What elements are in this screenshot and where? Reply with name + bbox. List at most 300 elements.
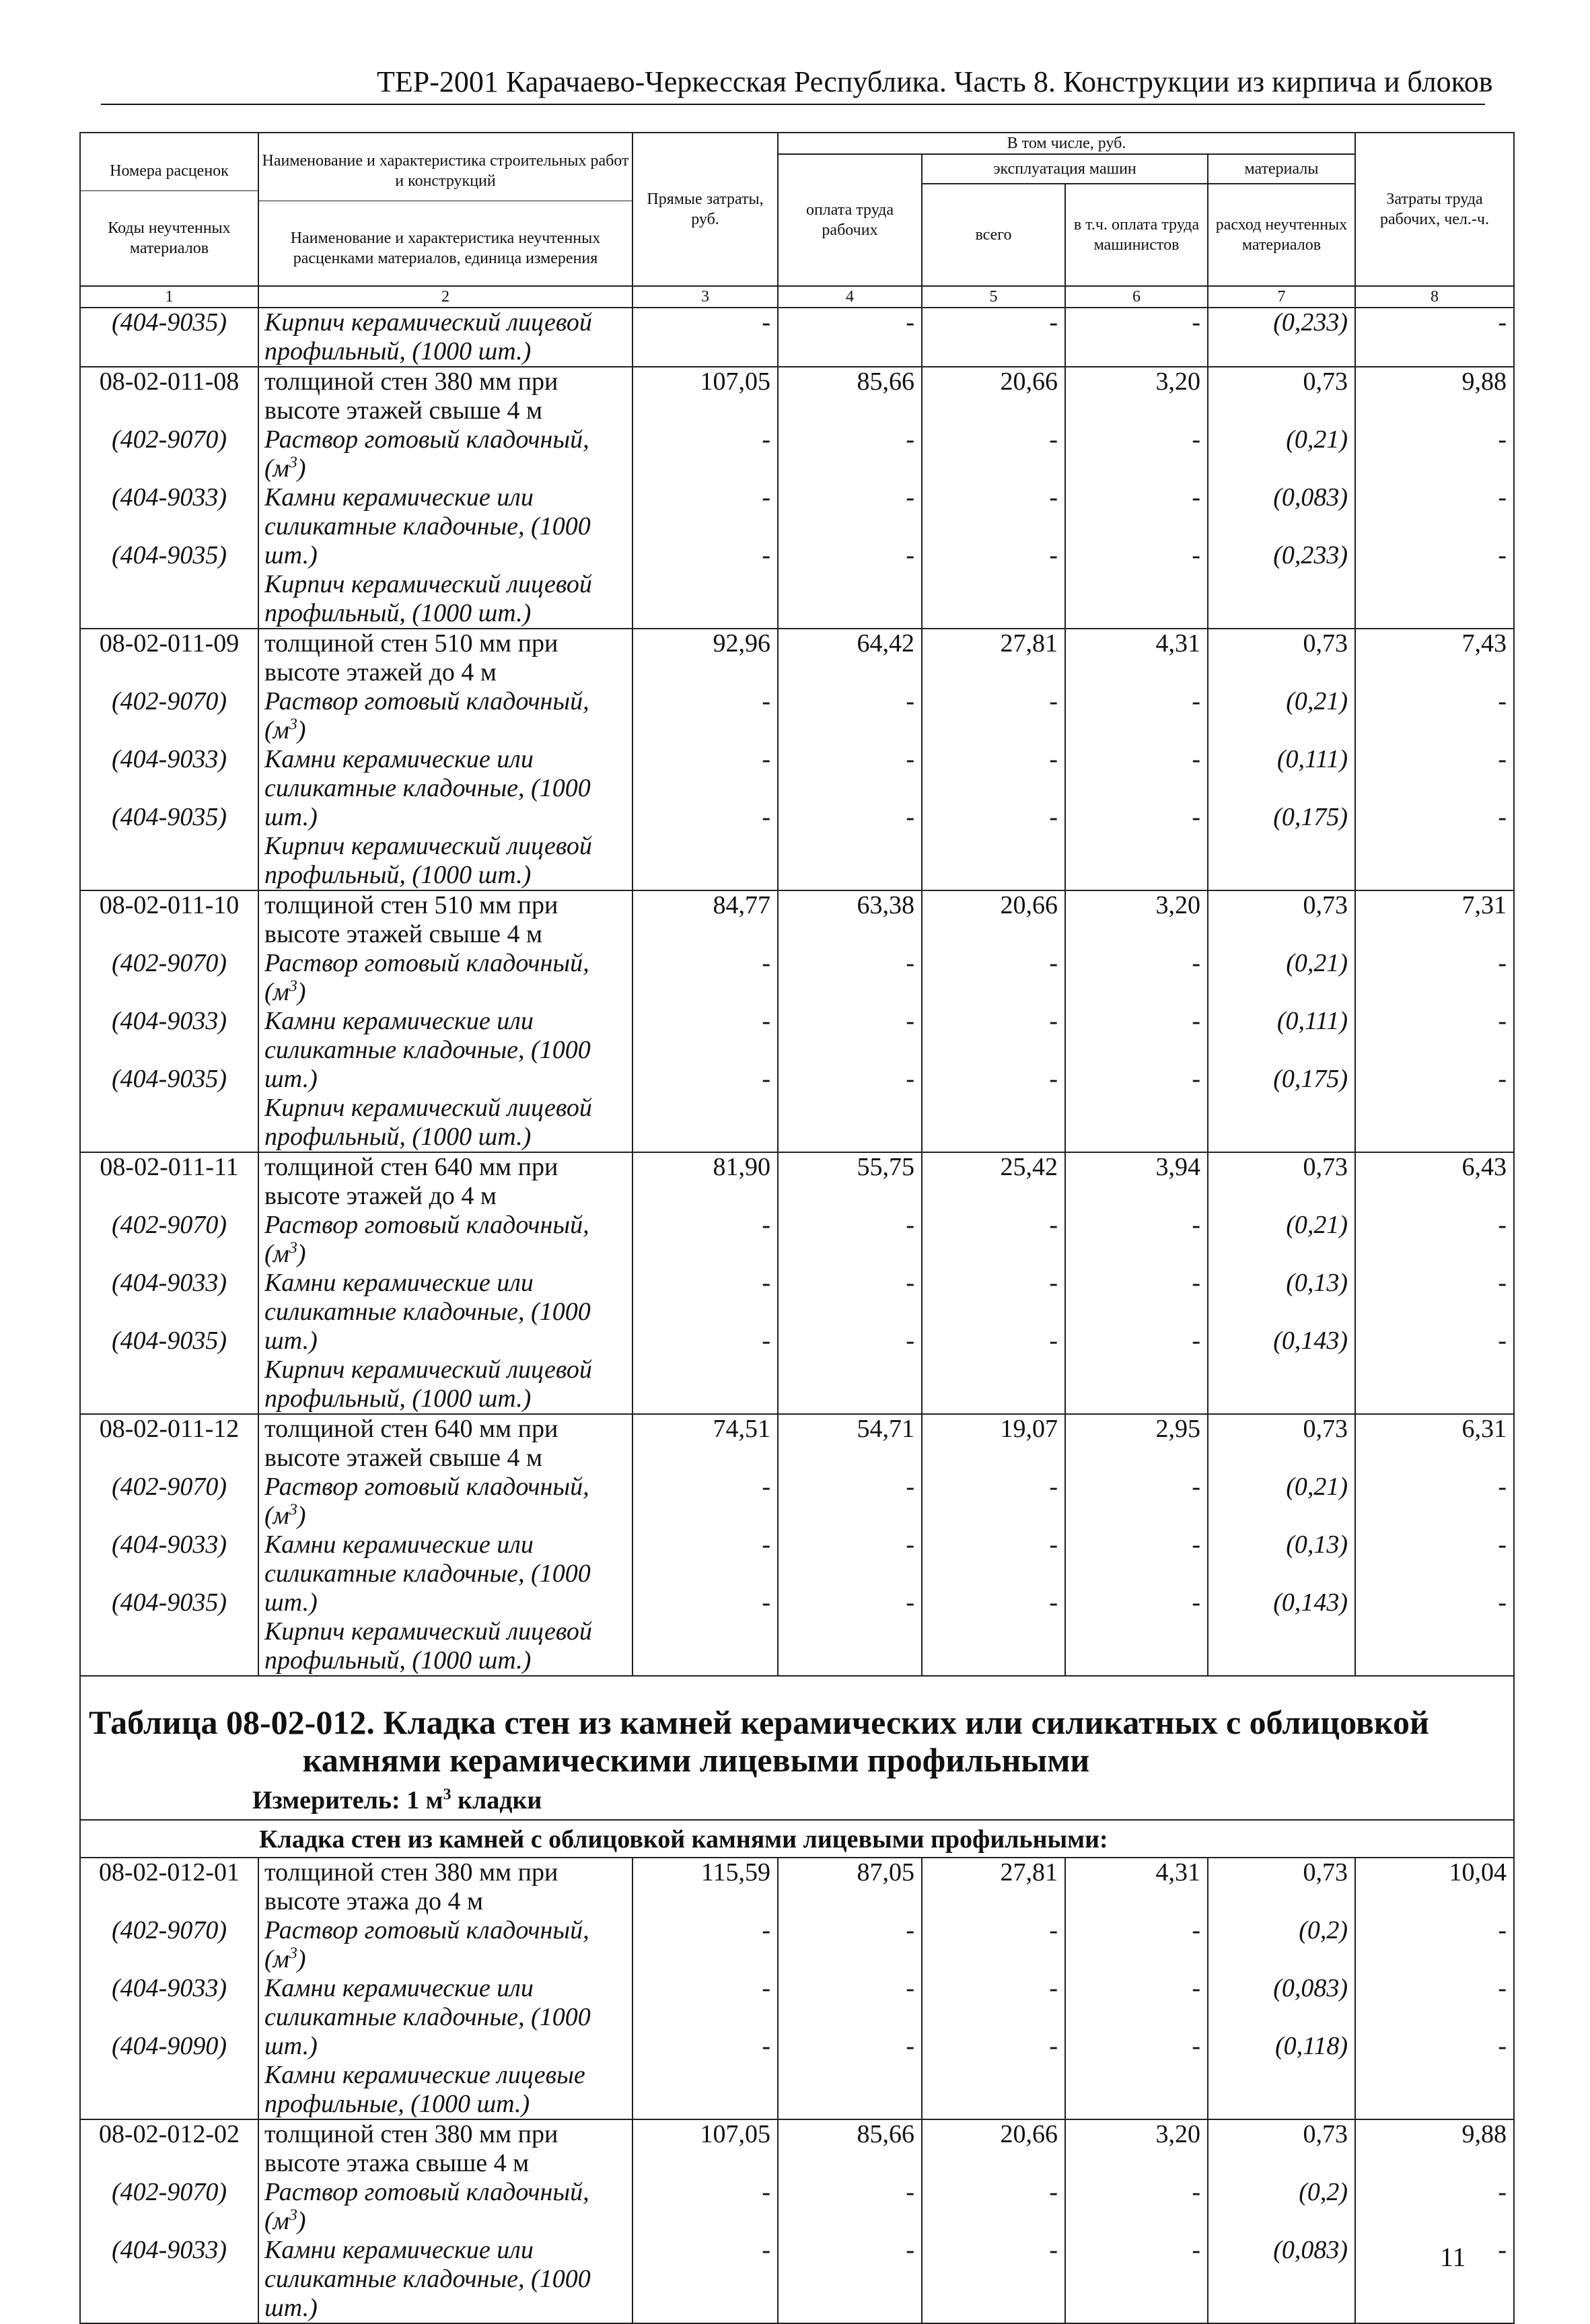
material-line [264, 687, 632, 745]
material-line [633, 1588, 770, 1646]
material-line [1208, 1974, 1348, 2032]
value: - [762, 1916, 770, 1944]
material-code: (402-9070) [112, 1473, 227, 1501]
machine-cost-cell [922, 1858, 1065, 2119]
materials-cell [1208, 308, 1355, 367]
work-description: толщиной стен 640 мм при высоте этажей до 4 м [264, 1153, 558, 1210]
value: - [1498, 687, 1507, 715]
material-line [81, 2236, 258, 2294]
material-line [264, 1530, 632, 1617]
work-line [1208, 2120, 1348, 2178]
value: 74,51 [713, 1415, 770, 1443]
value: - [762, 745, 770, 773]
value: - [1498, 483, 1507, 512]
direct-cost-cell [633, 629, 778, 890]
rate-code: 08-02-011-09 [99, 629, 240, 658]
material-line [1356, 745, 1507, 803]
header-rule [101, 104, 1485, 105]
material-line [779, 803, 914, 861]
material-code: (402-9070) [112, 1211, 227, 1239]
value: 0,73 [1303, 891, 1348, 919]
unit-superscript: 3 [289, 977, 297, 995]
material-line [81, 2178, 258, 2236]
header-labor-pay: оплата труда рабочих [778, 154, 922, 286]
work-line [1356, 629, 1507, 687]
work-line [1356, 2120, 1507, 2178]
page-header-title: ТЕР-2001 Карачаево-Черкесская Республика. Часть 8. Конструкции из кирпича и блоков [377, 65, 1493, 98]
value: - [1192, 1916, 1200, 1944]
value: - [1498, 1327, 1507, 1355]
material-line [1356, 1916, 1507, 1974]
value: (0,21) [1286, 949, 1348, 977]
value: (0,2) [1299, 1916, 1348, 1944]
material-line [779, 2032, 914, 2090]
material-line [1208, 687, 1348, 745]
value: 20,66 [1000, 2120, 1058, 2148]
measure-prefix: Измеритель: 1 м [252, 1786, 443, 1815]
value: (0,083) [1273, 483, 1348, 512]
material-line [81, 1269, 258, 1327]
material-code: (404-9033) [112, 1269, 227, 1297]
value: - [1192, 1269, 1200, 1297]
value: - [762, 1588, 770, 1617]
unit-close: ) [297, 1502, 306, 1530]
material-description: Камни керамические или силикатные кладочные, (1000 шт.) [264, 1974, 591, 2060]
labor-pay-cell [778, 308, 922, 367]
value: - [1192, 1211, 1200, 1239]
work-line [1208, 1415, 1348, 1473]
name-cell [258, 1414, 633, 1676]
work-line [1356, 891, 1507, 949]
material-line [81, 1007, 258, 1065]
value: - [1192, 1530, 1200, 1559]
material-description: Раствор готовый кладочный, (м [264, 1473, 589, 1530]
material-line [1066, 1916, 1200, 1974]
material-line [1356, 1530, 1507, 1588]
material-line [264, 1094, 632, 1152]
material-line [1208, 1065, 1348, 1123]
code-cell [80, 308, 258, 367]
header-materials-consumption: расход неучтенных материалов [1208, 184, 1355, 286]
work-line [264, 629, 632, 687]
material-line [923, 2236, 1058, 2294]
work-line [923, 367, 1058, 425]
value: - [762, 1269, 770, 1297]
value: - [906, 949, 914, 977]
material-line [81, 1065, 258, 1123]
material-description: Раствор готовый кладочный, (м [264, 1916, 589, 1973]
value: - [1498, 541, 1507, 569]
code-cell [80, 2119, 258, 2323]
value: (0,21) [1286, 687, 1348, 715]
value: - [1498, 1473, 1507, 1501]
work-line [633, 2120, 770, 2178]
table-body-part1 [80, 308, 1514, 1676]
material-line [1208, 745, 1348, 803]
work-description: толщиной стен 380 мм при высоте этажа свыше 4 м [264, 2120, 558, 2177]
value: 107,05 [700, 2120, 770, 2148]
work-line [1356, 367, 1507, 425]
labor-pay-cell [778, 629, 922, 890]
value: - [1049, 1211, 1058, 1239]
value: - [1498, 1007, 1507, 1035]
material-description: Камни керамические или силикатные кладочные, (1000 шт.) [264, 483, 591, 569]
name-cell [258, 308, 633, 367]
material-line [923, 1269, 1058, 1327]
value: - [1192, 1065, 1200, 1093]
value: 27,81 [1000, 1858, 1058, 1887]
machinist-pay-cell [1065, 1152, 1208, 1414]
material-line [81, 2032, 258, 2090]
material-code: (404-9033) [112, 1007, 227, 1035]
column-number: 4 [778, 286, 922, 308]
material-line [923, 1007, 1058, 1065]
value: 3,94 [1155, 1153, 1200, 1181]
value: - [1049, 687, 1058, 715]
material-line [1356, 2236, 1507, 2294]
direct-cost-cell [633, 308, 778, 367]
machine-cost-cell [922, 629, 1065, 890]
work-line [779, 1858, 914, 1916]
value: - [1498, 2032, 1507, 2060]
material-line [81, 1916, 258, 1974]
value: - [762, 2178, 770, 2206]
work-line [81, 629, 258, 687]
value: - [906, 1974, 914, 2002]
value: - [1192, 2178, 1200, 2206]
value: (0,13) [1286, 1269, 1348, 1297]
code-cell [80, 629, 258, 890]
value: - [906, 1473, 914, 1501]
work-line [1208, 1153, 1348, 1211]
material-line [633, 2236, 770, 2294]
rate-code: 08-02-012-01 [99, 1858, 240, 1887]
value: (0,233) [1273, 308, 1348, 337]
material-line [264, 1974, 632, 2061]
material-line [1208, 803, 1348, 861]
material-line [779, 1211, 914, 1269]
material-line [81, 1530, 258, 1588]
value: - [906, 2236, 914, 2264]
value: 6,31 [1461, 1415, 1507, 1443]
work-description: толщиной стен 510 мм при высоте этажей свыше 4 м [264, 891, 558, 948]
value: - [762, 1974, 770, 2002]
value: 0,73 [1303, 1153, 1348, 1181]
rate-code: 08-02-011-12 [99, 1415, 240, 1443]
page-number: 11 [1440, 2242, 1466, 2272]
value: - [1192, 1588, 1200, 1617]
value: 115,59 [700, 1858, 770, 1887]
value: - [1498, 1530, 1507, 1559]
material-code: (402-9070) [112, 949, 227, 977]
labor-hours-cell [1355, 1858, 1514, 2119]
labor-pay-cell [778, 1414, 922, 1676]
material-line [923, 1588, 1058, 1646]
labor-pay-cell [778, 367, 922, 629]
value: 87,05 [857, 1858, 914, 1887]
material-line [923, 803, 1058, 861]
material-line [264, 949, 632, 1007]
material-line [779, 308, 914, 366]
material-code: (404-9035) [112, 1327, 227, 1355]
material-line [1066, 687, 1200, 745]
value: 0,73 [1303, 367, 1348, 396]
name-cell [258, 367, 633, 629]
rate-code: 08-02-012-02 [99, 2120, 240, 2148]
name-cell [258, 1152, 633, 1414]
value: 55,75 [857, 1153, 914, 1181]
value: 63,38 [857, 891, 914, 919]
header-materials: материалы [1208, 154, 1355, 184]
table-title-line2: камнями керамическими лицевыми профильными [302, 1741, 1090, 1779]
material-line [923, 541, 1058, 599]
value: - [1049, 1269, 1058, 1297]
material-line [633, 2032, 770, 2090]
work-line [264, 1153, 632, 1211]
value: - [1498, 1588, 1507, 1617]
work-line [633, 1858, 770, 1916]
unit-close: ) [297, 1945, 306, 1973]
material-line [779, 541, 914, 599]
value: - [906, 1269, 914, 1297]
material-description: Камни керамические или силикатные кладочные, (1000 шт.) [264, 1530, 591, 1617]
value: 27,81 [1000, 629, 1058, 658]
value: - [1049, 2236, 1058, 2264]
value: - [1498, 803, 1507, 831]
material-line [81, 308, 258, 366]
value: 64,42 [857, 629, 914, 658]
value: - [1049, 1974, 1058, 2002]
value: - [1498, 1974, 1507, 2002]
material-line [633, 1211, 770, 1269]
value: - [1049, 1327, 1058, 1355]
material-line [923, 1974, 1058, 2032]
value: - [906, 1065, 914, 1093]
direct-cost-cell [633, 367, 778, 629]
direct-cost-cell [633, 1414, 778, 1676]
material-line [1208, 1916, 1348, 1974]
material-line [81, 949, 258, 1007]
value: (0,13) [1286, 1530, 1348, 1559]
value: 84,77 [713, 891, 770, 919]
labor-hours-cell [1355, 2119, 1514, 2323]
machine-cost-cell [922, 1414, 1065, 1676]
material-line [633, 1065, 770, 1123]
work-line [1066, 1153, 1200, 1211]
value: - [906, 541, 914, 569]
material-line [264, 1211, 632, 1269]
value: - [906, 1211, 914, 1239]
material-line [1066, 1327, 1200, 1384]
value: - [906, 687, 914, 715]
material-line [1208, 1327, 1348, 1384]
machine-cost-cell [922, 1152, 1065, 1414]
value: - [762, 687, 770, 715]
material-line [1066, 1269, 1200, 1327]
value: 7,31 [1461, 891, 1507, 919]
material-line [1356, 1211, 1507, 1269]
code-cell [80, 1414, 258, 1676]
labor-hours-cell [1355, 308, 1514, 367]
value: - [762, 2032, 770, 2060]
work-line [81, 1153, 258, 1211]
value: 25,42 [1000, 1153, 1058, 1181]
material-code: (404-9033) [112, 483, 227, 512]
work-line [264, 367, 632, 425]
work-line [81, 367, 258, 425]
value: - [906, 1588, 914, 1617]
unit-close: ) [297, 454, 306, 483]
value: - [1049, 1473, 1058, 1501]
material-description: Раствор готовый кладочный, (м [264, 687, 589, 744]
machine-cost-cell [922, 890, 1065, 1152]
material-code: (402-9070) [112, 1916, 227, 1944]
column-numbers-row [80, 286, 1514, 308]
value: 81,90 [713, 1153, 770, 1181]
work-line [1208, 1858, 1348, 1916]
material-line [264, 745, 632, 832]
column-number: 2 [258, 286, 633, 308]
rate-code: 08-02-011-08 [99, 367, 240, 396]
value: 0,73 [1303, 1858, 1348, 1887]
material-line [1356, 1327, 1507, 1384]
work-line [264, 1415, 632, 1473]
unit-superscript: 3 [289, 1501, 297, 1519]
material-line [1208, 1473, 1348, 1530]
value: - [1049, 1065, 1058, 1093]
material-line [1066, 1530, 1200, 1588]
code-cell [80, 890, 258, 1152]
material-line [264, 2236, 632, 2323]
value: - [1192, 541, 1200, 569]
material-line [264, 832, 632, 890]
material-line [1066, 2178, 1200, 2236]
material-line [264, 1617, 632, 1675]
material-line [1356, 2178, 1507, 2236]
value: (0,143) [1273, 1327, 1348, 1355]
material-line [81, 541, 258, 599]
value: - [1498, 2178, 1507, 2206]
header-work-name: Наименование и характеристика строительных работ и конструкций [262, 151, 629, 190]
code-cell [80, 1152, 258, 1414]
work-line [923, 1858, 1058, 1916]
work-description: толщиной стен 380 мм при высоте этажей свыше 4 м [264, 367, 558, 425]
work-line [633, 1153, 770, 1211]
material-line [633, 1530, 770, 1588]
value: (0,111) [1276, 1007, 1348, 1035]
work-line [923, 891, 1058, 949]
value: - [1049, 2032, 1058, 2060]
material-line [1356, 1065, 1507, 1123]
work-line [1356, 1415, 1507, 1473]
material-line [1208, 2236, 1348, 2294]
value: 2,95 [1155, 1415, 1200, 1443]
value: - [1049, 2178, 1058, 2206]
material-line [779, 1473, 914, 1530]
direct-cost-cell [633, 1858, 778, 2119]
material-line [633, 1269, 770, 1327]
material-code: (402-9070) [112, 2178, 227, 2206]
value: - [906, 308, 914, 337]
material-line [923, 1916, 1058, 1974]
material-line [1356, 949, 1507, 1007]
value: - [906, 1007, 914, 1035]
value: - [1049, 803, 1058, 831]
labor-hours-cell [1355, 1414, 1514, 1676]
rate-group-row [80, 1858, 1514, 2119]
value: (0,21) [1286, 425, 1348, 454]
material-description: Кирпич керамический лицевой профильный, (1000 шт.) [264, 1094, 592, 1151]
value: - [762, 308, 770, 337]
material-line [81, 1974, 258, 2032]
work-line [633, 891, 770, 949]
unit-superscript: 3 [289, 1944, 297, 1963]
material-code: (404-9033) [112, 1530, 227, 1559]
table-title-cell [80, 1676, 1514, 1820]
direct-cost-cell [633, 1152, 778, 1414]
work-line [923, 629, 1058, 687]
value: - [906, 1530, 914, 1559]
material-line [1356, 1473, 1507, 1530]
rate-code: 08-02-011-10 [99, 891, 240, 919]
value: 107,05 [700, 367, 770, 396]
rate-group-row [80, 629, 1514, 890]
work-line [779, 1415, 914, 1473]
value: - [762, 541, 770, 569]
material-line [1208, 541, 1348, 599]
value: - [1049, 1916, 1058, 1944]
material-code: (404-9033) [112, 745, 227, 773]
material-line [779, 2178, 914, 2236]
rate-group-row [80, 1152, 1514, 1414]
material-description: Кирпич керамический лицевой профильный, (1000 шт.) [264, 1355, 592, 1413]
value: - [906, 745, 914, 773]
material-description: Камни керамические или силикатные кладочные, (1000 шт.) [264, 745, 591, 831]
material-code: (404-9033) [112, 2236, 227, 2264]
value: 10,04 [1449, 1858, 1507, 1887]
work-line [1208, 367, 1348, 425]
material-line [923, 1530, 1058, 1588]
material-line [779, 1530, 914, 1588]
material-line [633, 308, 770, 366]
labor-pay-cell [778, 2119, 922, 2323]
code-cell [80, 1858, 258, 2119]
value: - [762, 1065, 770, 1093]
value: 4,31 [1155, 1858, 1200, 1887]
materials-cell [1208, 890, 1355, 1152]
value: - [762, 1327, 770, 1355]
value: (0,111) [1276, 745, 1348, 773]
name-cell [258, 629, 633, 890]
value: - [1498, 2236, 1507, 2264]
work-line [779, 1153, 914, 1211]
value: - [1049, 308, 1058, 337]
value: - [906, 425, 914, 454]
value: - [762, 949, 770, 977]
header-labor-costs: Затраты труда рабочих, чел.-ч. [1355, 133, 1514, 286]
labor-hours-cell [1355, 890, 1514, 1152]
material-line [81, 1327, 258, 1384]
materials-cell [1208, 629, 1355, 890]
material-line [264, 425, 632, 483]
material-line [779, 2236, 914, 2294]
work-description: толщиной стен 640 мм при высоте этажей свыше 4 м [264, 1415, 558, 1472]
value: - [1498, 308, 1507, 337]
value: 4,31 [1155, 629, 1200, 658]
work-line [264, 891, 632, 949]
rate-group-row [80, 367, 1514, 629]
material-line [1066, 949, 1200, 1007]
